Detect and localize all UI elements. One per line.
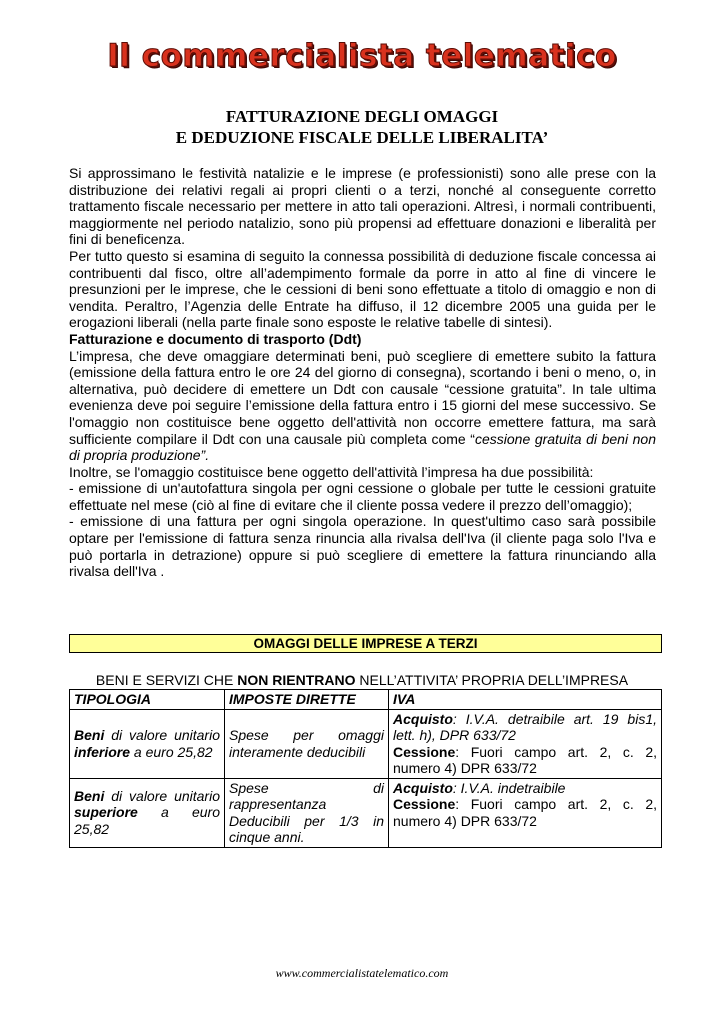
cell-imposte-dirette: Spese di rappresentanza Deducibili per 1/3 in cinque anni.	[225, 778, 389, 847]
tipologia-bold: Beni	[74, 787, 105, 804]
paragraph-invoicing-text: L’impresa, che deve omaggiare determinati beni, può scegliere di emettere subito la fattura (emissione della fattura entro le ore 24 del giorno di consegna), scortando i beni o meno, o, in alternativa, può decidere di emettere un Ddt con causale “cessione gratuita”. In tale ultima evenienza deve poi seguire l’emissione della fattura entro i 15 giorni del mese successivo. Se l'omaggio non costituisce bene oggetto dell'attività non occorre emettere fattura, ma sarà sufficiente compilare il Ddt con una causale più completa come “	[69, 347, 656, 447]
header-iva: IVA	[389, 690, 662, 710]
table-row	[70, 709, 662, 778]
title-line-2: E DEDUZIONE FISCALE DELLE LIBERALITA’	[175, 128, 549, 147]
tipologia-text: di valore unitario	[104, 727, 220, 743]
paragraph-invoicing-italic: cessione gratuita di beni non di propria produzione”.	[69, 430, 657, 464]
iva-text-acquisto: : I.V.A. detraibile art. 19 bis1, lett. h), DPR 633/72	[393, 710, 657, 743]
tipologia-text-2: a euro 25,82	[130, 743, 213, 760]
section-heading-invoicing: Fatturazione e documento di trasporto (Ddt)	[69, 330, 362, 347]
footer-url: www.commercialistatelematico.com	[275, 966, 449, 980]
paragraph-deduction: Per tutto questo si esamina di seguito la connessa possibilità di deduzione fiscale concessa ai contribuenti dal fisco, oltre all’adempimento formale da porre in atto al fine di vincere le presunzioni per le imprese, che le cessioni di beni sono effettuate a titolo di omaggio e non di vendita. Peraltro, l’Agenzia delle Entrate ha diffuso, il 12 dicembre 2005 una guida per le erogazioni liberali (nella parte finale sono esposte le relative tabelle di sintesi).	[69, 247, 656, 331]
paragraph-invoicing	[69, 348, 656, 464]
table-caption	[0, 672, 724, 688]
iva-text-acquisto: : I.V.A. indetraibile	[452, 779, 566, 796]
tipologia-text: di valore unitario	[104, 787, 220, 804]
paragraph-intro: Si approssimano le festività natalizie e le imprese (e professionisti) sono alle prese con la distribuzione dei relativi regali ai propri clienti o a terzi, nonché al conseguente corretto trattamento fiscale necessario per mettere in atto tali operazioni. Altresì, i normali contribuenti, maggiormente nel periodo natalizio, sono più propensi ad effettuare donazioni e liberalità per fini di beneficenza.	[69, 165, 656, 248]
section-banner: OMAGGI DELLE IMPRESE A TERZI	[69, 634, 662, 653]
iva-text-cessione: : Fuori campo art. 2, c. 2, numero 4) DPR 633/72	[393, 796, 657, 829]
table-header-row	[70, 690, 662, 710]
cell-imposte-dirette: Spese per omaggi interamente deducibili	[225, 709, 389, 778]
header-imposte-dirette: IMPOSTE DIRETTE	[225, 690, 389, 710]
tipologia-bold-2: inferiore	[74, 743, 131, 760]
paragraph-options: Inoltre, se l'omaggio costituisce bene oggetto dell'attività l’impresa ha due possibilità:	[69, 463, 594, 480]
site-logo: Il commercialista telematico	[107, 38, 617, 74]
gifts-table	[69, 689, 662, 848]
iva-label-cessione: Cessione	[393, 796, 456, 812]
tipologia-bold: Beni	[74, 727, 105, 743]
cell-tipologia	[70, 778, 225, 847]
iva-label-acquisto: Acquisto	[393, 779, 453, 796]
cell-iva	[389, 778, 662, 847]
caption-bold: NON RIENTRANO	[237, 672, 356, 688]
iva-text-cessione: : Fuori campo art. 2, c. 2, numero 4) DPR 633/72	[393, 743, 657, 776]
paragraph-option-2: - emissione di una fattura per ogni singola operazione. In quest'ultimo caso sarà possibile optare per l'emissione di fattura senza rinuncia alla rivalsa dell'Iva (il cliente paga solo l'Iva e può portarla in detrazione) oppure si può scegliere di emettere la fattura rinunciando alla rivalsa dell'Iva .	[69, 513, 656, 580]
iva-label-acquisto: Acquisto	[393, 710, 453, 727]
caption-pre: BENI E SERVIZI CHE	[95, 672, 238, 688]
article-body	[69, 165, 656, 580]
paragraph-option-1: - emissione di un'autofattura singola per ogni cessione o globale per tutte le cessioni gratuite effettuate nel mese (ciò al fine di evitare che il cliente possa vedere il prezzo dell’omaggio);	[69, 480, 656, 513]
cell-iva	[389, 709, 662, 778]
cell-tipologia	[70, 709, 225, 778]
title-line-1: FATTURAZIONE DEGLI OMAGGI	[225, 107, 499, 126]
tipologia-bold-2: superiore	[74, 804, 138, 821]
tipologia-text-2: a euro 25,82	[74, 804, 220, 837]
table-row	[70, 778, 662, 847]
iva-label-cessione: Cessione	[393, 743, 456, 760]
caption-post: NELL’ATTIVITA’ PROPRIA DELL’IMPRESA	[355, 672, 629, 688]
document-title	[0, 106, 724, 148]
header-tipologia: TIPOLOGIA	[70, 690, 225, 710]
